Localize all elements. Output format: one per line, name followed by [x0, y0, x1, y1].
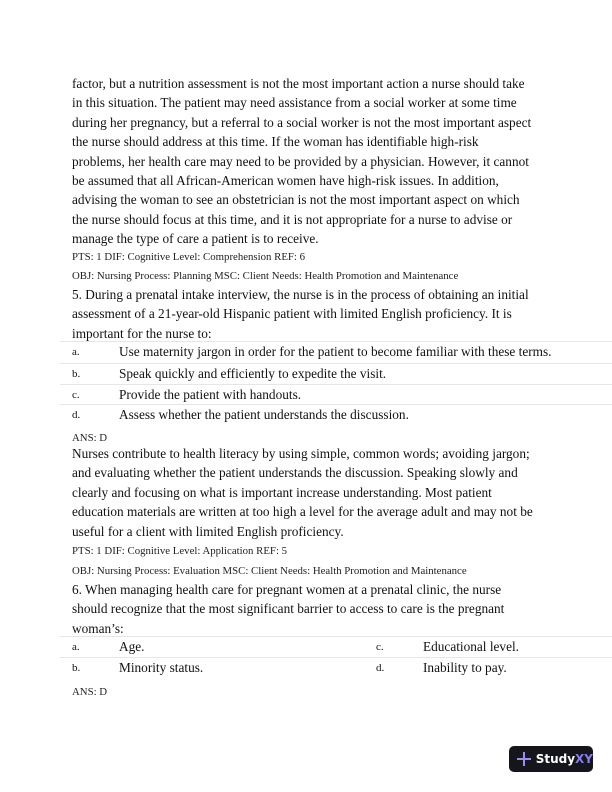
option-letter: d. — [376, 662, 385, 674]
text-line: during her pregnancy, but a referral to a social worker is not the most important aspect — [72, 114, 532, 130]
q4-obj: OBJ: Nursing Process: Planning MSC: Client Needs: Health Promotion and Maintenance — [72, 270, 459, 282]
q6-option-a[interactable]: Age. — [119, 639, 145, 654]
option-letter: d. — [72, 409, 81, 421]
text-line: should recognize that the most significant barrier to access to care is the pregnant — [72, 601, 505, 617]
option-text: Use maternity jargon in order for the patient to become familiar with these terms. — [119, 344, 552, 359]
plus-icon — [517, 752, 530, 766]
text-line: the nurse should address at this time. If the woman has identifiable high-risk — [72, 134, 479, 150]
q5-stem — [72, 285, 562, 343]
q6-option-b[interactable]: Minority status. — [119, 660, 204, 675]
q5-option-b[interactable] — [60, 363, 612, 386]
option-letter: c. — [376, 641, 384, 653]
text-line: woman’s: — [72, 620, 124, 636]
intro-rationale — [72, 74, 562, 249]
q5-pts: PTS: 1 DIF: Cognitive Level: Application REF: 5 — [72, 545, 288, 557]
brand-main: Study — [535, 752, 576, 766]
text-line: Nurses contribute to health literacy by using simple, common words; avoiding jargon; — [72, 446, 530, 461]
option-letter: c. — [72, 389, 80, 401]
q6-option-d[interactable]: Inability to pay. — [423, 660, 507, 675]
option-letter: b. — [72, 368, 81, 380]
option-letter: a. — [72, 641, 80, 653]
studyxy-badge[interactable] — [509, 746, 593, 772]
option-text: Speak quickly and efficiently to expedite the visit. — [119, 366, 387, 381]
text-line: assessment of a 21-year-old Hispanic patient with limited English proficiency. It is — [72, 306, 512, 322]
option-letter: a. — [72, 346, 80, 358]
text-line: useful for a client with limited English proficiency. — [72, 523, 344, 539]
q5-option-a[interactable] — [60, 341, 612, 364]
q6-option-c[interactable]: Educational level. — [423, 639, 519, 654]
text-line: manage the type of care a patient is to receive. — [72, 231, 319, 247]
text-line: 5. During a prenatal intake interview, the nurse is in the process of obtaining an initial — [72, 287, 529, 302]
q6-option-row-2 — [60, 657, 612, 680]
brand-name — [536, 752, 593, 766]
q6-stem — [72, 580, 562, 638]
q6-answer: ANS: D — [72, 686, 108, 698]
option-text: Provide the patient with handouts. — [119, 387, 302, 402]
option-letter: b. — [72, 662, 81, 674]
text-line: and evaluating whether the patient understands the discussion. Speaking slowly and — [72, 465, 518, 481]
q5-answer: ANS: D — [72, 432, 108, 444]
text-line: clearly and focusing on what is important increase understanding. Most patient — [72, 484, 492, 500]
text-line: important for the nurse to: — [72, 325, 212, 341]
text-line: be assumed that all African-American women have high-risk issues. In addition, — [72, 173, 499, 189]
q6-option-row-1 — [60, 636, 612, 659]
text-line: 6. When managing health care for pregnant women at a prenatal clinic, the nurse — [72, 582, 502, 597]
q5-obj: OBJ: Nursing Process: Evaluation MSC: Client Needs: Health Promotion and Maintenance — [72, 565, 467, 577]
text-line: the nurse should focus at this time, and it is not appropriate for a nurse to advise or — [72, 211, 513, 227]
text-line: in this situation. The patient may need assistance from a social worker at some time — [72, 95, 517, 111]
q5-rationale — [72, 444, 562, 541]
q4-pts: PTS: 1 DIF: Cognitive Level: Comprehension REF: 6 — [72, 251, 306, 263]
text-line: problems, her health care may need to be provided by a physician. However, it cannot — [72, 153, 529, 169]
q5-option-d[interactable] — [60, 404, 612, 427]
text-line: education materials are written at too high a level for the average adult and may not be — [72, 504, 533, 520]
text-line: factor, but a nutrition assessment is not the most important action a nurse should take — [72, 76, 525, 91]
option-text: Assess whether the patient understands the discussion. — [119, 407, 409, 422]
text-line: advising the woman to see an obstetrician is not the most important aspect on which — [72, 192, 520, 208]
brand-accent: XY — [575, 752, 593, 766]
